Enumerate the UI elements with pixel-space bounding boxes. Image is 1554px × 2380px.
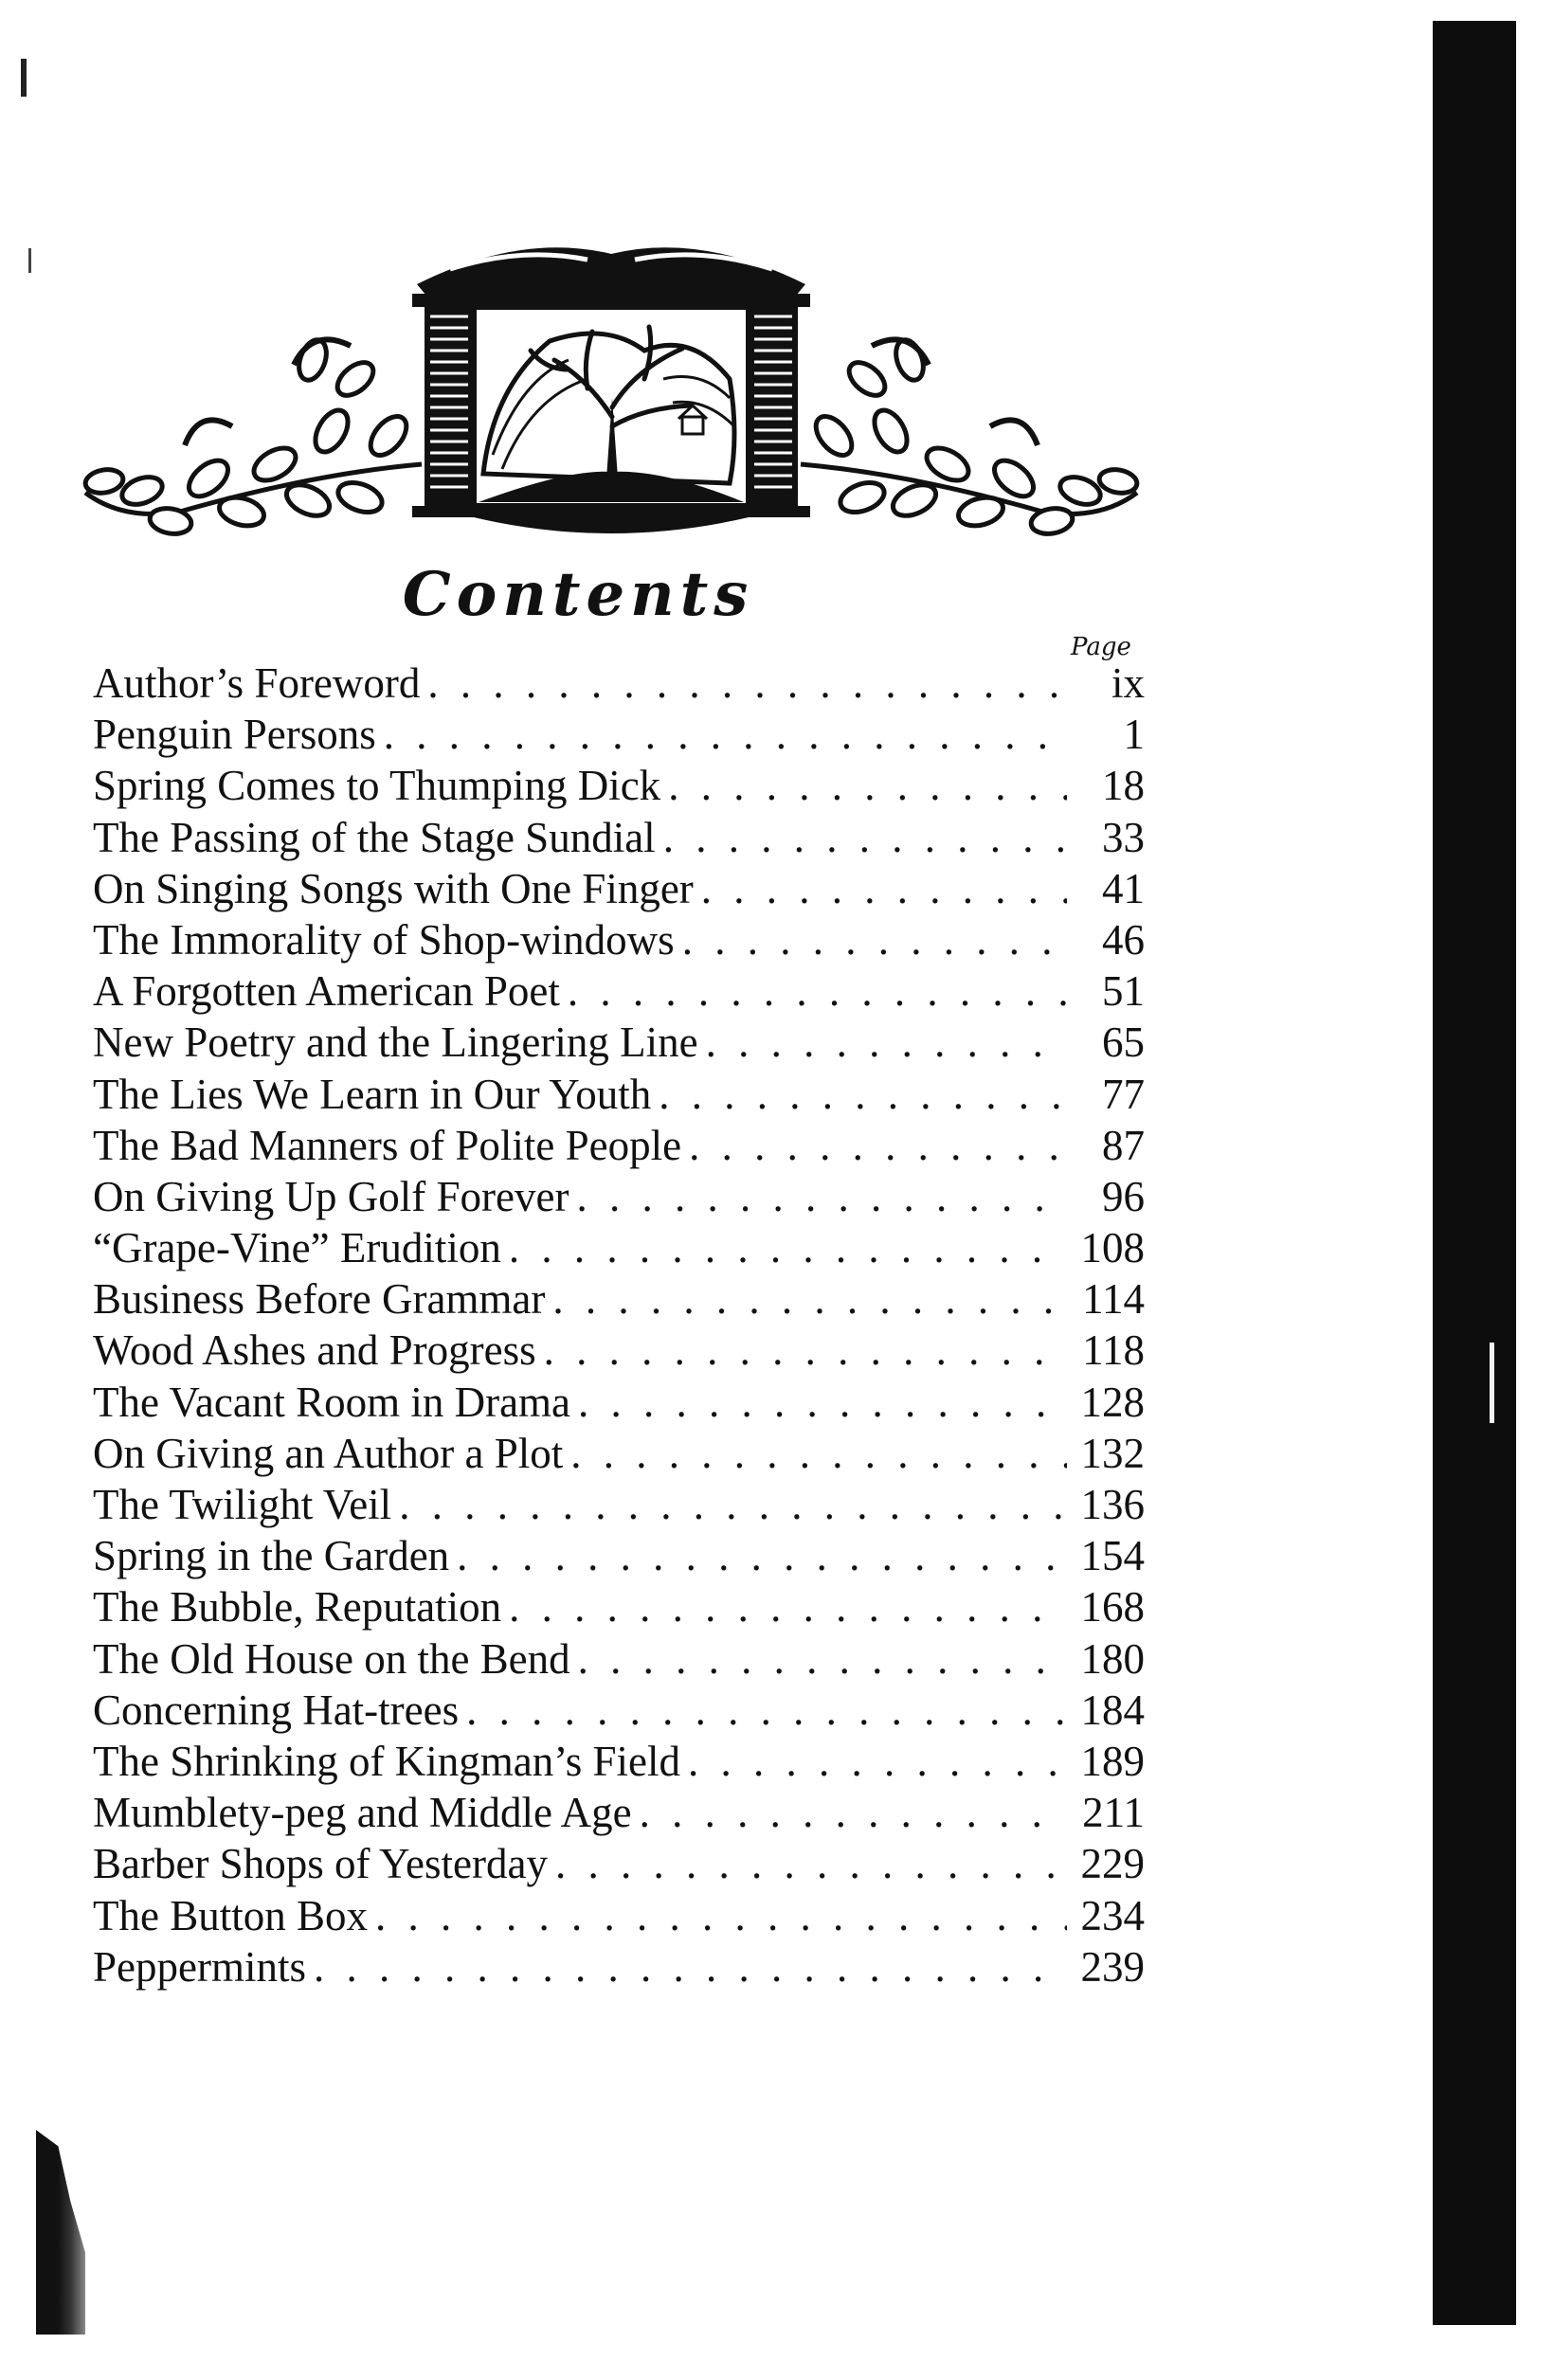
toc-entry-title: On Giving Up Golf Forever [93, 1172, 569, 1220]
toc-dot-leader [399, 1479, 1067, 1530]
toc-entry-title: On Singing Songs with One Finger [93, 864, 694, 912]
toc-entry-page: 128 [1080, 1378, 1145, 1426]
table-of-contents [93, 658, 1145, 1992]
toc-dot-leader [509, 1222, 1067, 1273]
toc-entry-page: 184 [1080, 1686, 1145, 1734]
toc-entry-title: Mumblety-peg and Middle Age [93, 1789, 632, 1837]
toc-entry-page: 136 [1080, 1481, 1145, 1528]
toc-entry-page: 108 [1080, 1224, 1145, 1272]
toc-entry-page: 18 [1102, 762, 1145, 810]
toc-entry-page: 96 [1102, 1172, 1145, 1220]
toc-dot-leader [682, 914, 1067, 965]
toc-dot-leader [576, 1171, 1067, 1222]
toc-entry-page: 51 [1102, 967, 1145, 1016]
toc-entry [93, 760, 1145, 811]
toc-entry-title: A Forgotten American Poet [93, 967, 560, 1016]
toc-entry-page: 65 [1102, 1019, 1145, 1067]
toc-entry-title: Peppermints [93, 1942, 306, 1991]
toc-entry [93, 1633, 1145, 1685]
toc-entry [93, 1428, 1145, 1479]
toc-dot-leader [375, 1890, 1067, 1941]
toc-dot-leader [578, 1377, 1067, 1428]
toc-entry-page: 189 [1080, 1737, 1145, 1785]
toc-entry [93, 1120, 1145, 1171]
toc-dot-leader [640, 1787, 1067, 1838]
toc-entry [93, 914, 1145, 965]
toc-entry [93, 1838, 1145, 1889]
toc-entry [93, 812, 1145, 863]
toc-entry-page: 114 [1082, 1275, 1145, 1324]
scan-artifact-top-left-small [28, 248, 31, 273]
scan-border-notch [1490, 1343, 1494, 1423]
toc-entry [93, 1325, 1145, 1376]
toc-entry [93, 1787, 1145, 1838]
toc-entry-page: 239 [1080, 1942, 1145, 1991]
toc-dot-leader [552, 1273, 1067, 1325]
toc-entry-page: 168 [1080, 1583, 1145, 1632]
toc-entry [93, 1377, 1145, 1428]
toc-entry-title: Barber Shops of Yesterday [93, 1840, 548, 1888]
scan-border-right [1433, 21, 1516, 2325]
toc-entry-title: Wood Ashes and Progress [93, 1326, 536, 1375]
toc-dot-leader [384, 709, 1067, 760]
toc-entry-page: 132 [1080, 1429, 1145, 1477]
toc-dot-leader [466, 1685, 1067, 1736]
toc-entry [93, 709, 1145, 760]
toc-entry [93, 1222, 1145, 1273]
toc-entry-title: Concerning Hat-trees [93, 1686, 460, 1734]
toc-entry [93, 1736, 1145, 1787]
contents-title: Contents [402, 559, 754, 630]
toc-entry [93, 1273, 1145, 1325]
toc-dot-leader [457, 1530, 1067, 1581]
toc-entry-page: 118 [1082, 1326, 1145, 1375]
toc-entry-page: 180 [1080, 1634, 1145, 1683]
toc-entry-title: Spring Comes to Thumping Dick [93, 762, 661, 810]
toc-dot-leader [688, 1736, 1067, 1787]
toc-dot-leader [659, 1069, 1067, 1120]
toc-entry-page: 1 [1123, 711, 1145, 759]
toc-entry [93, 1171, 1145, 1222]
page-column-label: Page [1071, 633, 1131, 661]
toc-entry [93, 1581, 1145, 1632]
toc-entry-title: Author’s Foreword [93, 659, 421, 707]
toc-entry [93, 1017, 1145, 1068]
toc-entry [93, 965, 1145, 1017]
toc-entry-title: Spring in the Garden [93, 1532, 450, 1580]
toc-entry-title: The Passing of the Stage Sundial [93, 813, 656, 861]
toc-entry-page: 211 [1082, 1789, 1145, 1837]
toc-dot-leader [544, 1325, 1067, 1376]
toc-entry-title: The Lies We Learn in Our Youth [93, 1070, 652, 1118]
toc-dot-leader [668, 760, 1067, 811]
scan-artifact-top-left [21, 59, 27, 97]
toc-entry-title: The Shrinking of Kingman’s Field [93, 1737, 680, 1785]
toc-entry-page: 229 [1080, 1840, 1145, 1888]
tree-headpiece-with-laurel-icon [76, 237, 1147, 540]
toc-entry-page: 154 [1080, 1532, 1145, 1580]
toc-entry [93, 1479, 1145, 1530]
toc-entry [93, 1069, 1145, 1120]
toc-entry-page: 77 [1102, 1070, 1145, 1118]
toc-dot-leader [570, 1428, 1067, 1479]
toc-entry-title: The Bubble, Reputation [93, 1583, 502, 1632]
toc-entry-title: The Button Box [93, 1891, 368, 1939]
toc-entry-title: Business Before Grammar [93, 1275, 546, 1324]
toc-dot-leader [314, 1941, 1067, 1992]
toc-entry-page: 41 [1102, 864, 1145, 912]
toc-entry-title: The Vacant Room in Drama [93, 1378, 571, 1426]
toc-dot-leader [578, 1633, 1067, 1685]
toc-entry-page: 33 [1102, 813, 1145, 861]
toc-entry [93, 1530, 1145, 1581]
toc-dot-leader [568, 965, 1067, 1017]
toc-entry [93, 863, 1145, 914]
toc-entry-title: The Twilight Veil [93, 1481, 392, 1528]
toc-dot-leader [427, 658, 1067, 709]
toc-entry-title: “Grape-Vine” Erudition [93, 1224, 501, 1272]
toc-dot-leader [689, 1120, 1067, 1171]
toc-entry [93, 1890, 1145, 1941]
toc-entry-title: New Poetry and the Lingering Line [93, 1019, 698, 1067]
toc-dot-leader [706, 1017, 1067, 1068]
toc-entry-page: 87 [1102, 1121, 1145, 1169]
toc-dot-leader [509, 1581, 1067, 1632]
toc-entry-page: 234 [1080, 1891, 1145, 1939]
scan-artifact-bottom-left [36, 2130, 85, 2335]
toc-entry-title: The Immorality of Shop-windows [93, 915, 675, 964]
toc-entry-page: 46 [1102, 915, 1145, 964]
toc-entry [93, 1941, 1145, 1992]
toc-dot-leader [663, 812, 1067, 863]
toc-dot-leader [555, 1838, 1067, 1889]
toc-entry-title: The Old House on the Bend [93, 1634, 570, 1683]
toc-entry [93, 1685, 1145, 1736]
toc-entry [93, 658, 1145, 709]
toc-dot-leader [701, 863, 1067, 914]
toc-entry-title: On Giving an Author a Plot [93, 1429, 564, 1477]
toc-entry-title: The Bad Manners of Polite People [93, 1121, 682, 1169]
toc-entry-page: ix [1111, 659, 1145, 707]
toc-entry-title: Penguin Persons [93, 711, 376, 759]
